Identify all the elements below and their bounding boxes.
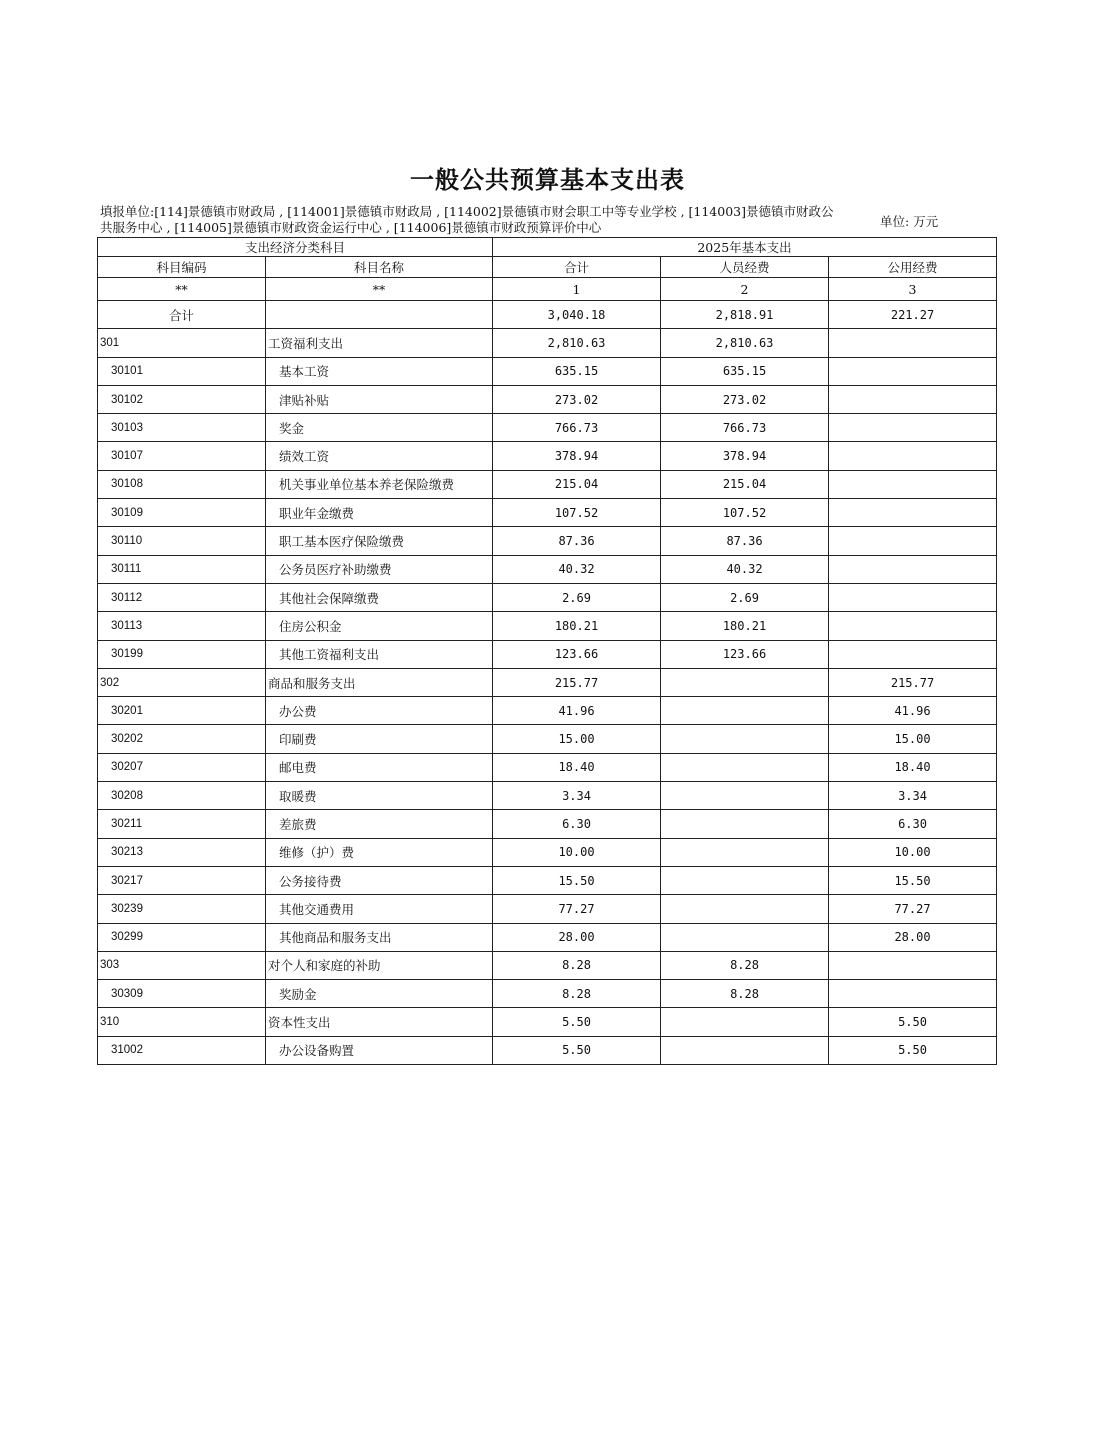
row-name: 邮电费: [266, 753, 493, 781]
row-personnel: 766.73: [661, 414, 829, 442]
header-total: 合计: [493, 257, 661, 278]
table-row: [98, 866, 997, 894]
row-public: [829, 470, 997, 498]
row-total: 5.50: [493, 1008, 661, 1036]
row-name: 其他交通费用: [266, 895, 493, 923]
row-code: 30239: [98, 895, 266, 923]
row-total: 41.96: [493, 697, 661, 725]
row-name: 奖金: [266, 414, 493, 442]
table-row: [98, 1036, 997, 1064]
table-row: [98, 499, 997, 527]
row-total: 18.40: [493, 753, 661, 781]
row-code: 301: [98, 329, 266, 357]
row-personnel: [661, 697, 829, 725]
row-code: 30103: [98, 414, 266, 442]
table-row: [98, 527, 997, 555]
row-total: 215.77: [493, 668, 661, 696]
filling-unit-text: 填报单位:[114]景德镇市财政局 , [114001]景德镇市财政局 , [114002]景德镇市财会职工中等专业学校 , [114003]景德镇市财政公共服务中心 , [114005]景德镇市财政资金运行中心 , [114006]景德镇市财政预算评价中心: [100, 204, 834, 235]
row-code: 30111: [98, 555, 266, 583]
row-public: [829, 357, 997, 385]
index-public: 3: [829, 278, 997, 301]
row-code: 30309: [98, 980, 266, 1008]
row-name: 工资福利支出: [266, 329, 493, 357]
row-public: [829, 414, 997, 442]
row-name: 住房公积金: [266, 612, 493, 640]
row-public: 15.00: [829, 725, 997, 753]
row-public: [829, 527, 997, 555]
total-total: 3,040.18: [493, 301, 661, 329]
row-code: 30299: [98, 923, 266, 951]
row-total: 40.32: [493, 555, 661, 583]
row-name: 对个人和家庭的补助: [266, 951, 493, 979]
row-code: 302: [98, 668, 266, 696]
row-total: 3.34: [493, 782, 661, 810]
row-total: 273.02: [493, 385, 661, 413]
row-code: 310: [98, 1008, 266, 1036]
table-row: [98, 753, 997, 781]
row-code: 30102: [98, 385, 266, 413]
row-name: 津贴补贴: [266, 385, 493, 413]
row-total: 15.50: [493, 866, 661, 894]
row-total: 87.36: [493, 527, 661, 555]
table-row: [98, 470, 997, 498]
row-total: 180.21: [493, 612, 661, 640]
row-personnel: [661, 753, 829, 781]
row-public: [829, 980, 997, 1008]
row-public: 10.00: [829, 838, 997, 866]
row-personnel: [661, 782, 829, 810]
row-code: 30110: [98, 527, 266, 555]
index-code: **: [98, 278, 266, 301]
budget-table: [97, 237, 997, 1065]
row-personnel: [661, 838, 829, 866]
row-total: 6.30: [493, 810, 661, 838]
unit-label: 单位: 万元: [880, 214, 939, 229]
row-code: 30213: [98, 838, 266, 866]
row-total: 10.00: [493, 838, 661, 866]
row-public: [829, 612, 997, 640]
row-total: 123.66: [493, 640, 661, 668]
row-name: 职业年金缴费: [266, 499, 493, 527]
row-public: 215.77: [829, 668, 997, 696]
header-group-row: [98, 238, 997, 257]
table-row: [98, 810, 997, 838]
row-name: 其他社会保障缴费: [266, 583, 493, 611]
row-personnel: 273.02: [661, 385, 829, 413]
row-public: [829, 329, 997, 357]
row-code: 30109: [98, 499, 266, 527]
row-code: 30113: [98, 612, 266, 640]
row-total: 8.28: [493, 951, 661, 979]
row-personnel: [661, 1036, 829, 1064]
row-public: 3.34: [829, 782, 997, 810]
row-public: [829, 442, 997, 470]
table-row: [98, 697, 997, 725]
row-code: 303: [98, 951, 266, 979]
row-total: 77.27: [493, 895, 661, 923]
row-personnel: [661, 895, 829, 923]
table-row: [98, 951, 997, 979]
table-row: [98, 668, 997, 696]
table-row: [98, 414, 997, 442]
row-code: 30201: [98, 697, 266, 725]
table-row: [98, 612, 997, 640]
row-public: [829, 951, 997, 979]
row-personnel: 123.66: [661, 640, 829, 668]
header-public: 公用经费: [829, 257, 997, 278]
row-name: 绩效工资: [266, 442, 493, 470]
row-total: 28.00: [493, 923, 661, 951]
row-code: 30199: [98, 640, 266, 668]
row-personnel: 2,810.63: [661, 329, 829, 357]
row-name: 公务员医疗补助缴费: [266, 555, 493, 583]
row-total: 2.69: [493, 583, 661, 611]
row-name: 职工基本医疗保险缴费: [266, 527, 493, 555]
row-name: 办公费: [266, 697, 493, 725]
row-personnel: 107.52: [661, 499, 829, 527]
row-code: 30108: [98, 470, 266, 498]
row-total: 635.15: [493, 357, 661, 385]
row-name: 机关事业单位基本养老保险缴费: [266, 470, 493, 498]
row-code: 30202: [98, 725, 266, 753]
row-personnel: 635.15: [661, 357, 829, 385]
row-code: 30207: [98, 753, 266, 781]
table-row: [98, 923, 997, 951]
row-public: 41.96: [829, 697, 997, 725]
table-row: [98, 640, 997, 668]
row-personnel: [661, 810, 829, 838]
table-row: [98, 555, 997, 583]
row-personnel: 215.04: [661, 470, 829, 498]
header-personnel: 人员经费: [661, 257, 829, 278]
total-personnel: 2,818.91: [661, 301, 829, 329]
index-total: 1: [493, 278, 661, 301]
row-personnel: 87.36: [661, 527, 829, 555]
header-code: 科目编码: [98, 257, 266, 278]
row-personnel: 40.32: [661, 555, 829, 583]
row-name: 取暖费: [266, 782, 493, 810]
table-row: [98, 782, 997, 810]
header-group-left: 支出经济分类科目: [98, 238, 493, 257]
row-public: [829, 499, 997, 527]
row-name: 印刷费: [266, 725, 493, 753]
row-name: 其他商品和服务支出: [266, 923, 493, 951]
total-name-empty: [266, 301, 493, 329]
header-name: 科目名称: [266, 257, 493, 278]
header-group-right: 2025年基本支出: [493, 238, 997, 257]
row-name: 基本工资: [266, 357, 493, 385]
table-row: [98, 725, 997, 753]
row-name: 商品和服务支出: [266, 668, 493, 696]
row-total: 8.28: [493, 980, 661, 1008]
total-public: 221.27: [829, 301, 997, 329]
row-total: 15.00: [493, 725, 661, 753]
row-personnel: 378.94: [661, 442, 829, 470]
row-total: 215.04: [493, 470, 661, 498]
row-public: [829, 583, 997, 611]
row-total: 378.94: [493, 442, 661, 470]
table-row: [98, 980, 997, 1008]
table-row: [98, 329, 997, 357]
row-personnel: 2.69: [661, 583, 829, 611]
table-row: [98, 895, 997, 923]
row-personnel: 8.28: [661, 951, 829, 979]
row-public: [829, 555, 997, 583]
row-personnel: 8.28: [661, 980, 829, 1008]
row-code: 30217: [98, 866, 266, 894]
table-row: [98, 357, 997, 385]
table-row: [98, 385, 997, 413]
row-name: 维修（护）费: [266, 838, 493, 866]
row-personnel: [661, 923, 829, 951]
row-code: 30101: [98, 357, 266, 385]
row-code: 31002: [98, 1036, 266, 1064]
row-public: [829, 385, 997, 413]
index-personnel: 2: [661, 278, 829, 301]
table-row: [98, 583, 997, 611]
row-personnel: [661, 1008, 829, 1036]
table-row: [98, 442, 997, 470]
total-label: 合计: [98, 301, 266, 329]
header-column-row: [98, 257, 997, 278]
row-total: 2,810.63: [493, 329, 661, 357]
row-code: 30112: [98, 583, 266, 611]
table-row: [98, 838, 997, 866]
row-name: 差旅费: [266, 810, 493, 838]
row-name: 办公设备购置: [266, 1036, 493, 1064]
row-code: 30211: [98, 810, 266, 838]
page-title: 一般公共预算基本支出表: [410, 165, 685, 194]
row-personnel: [661, 668, 829, 696]
row-name: 奖励金: [266, 980, 493, 1008]
row-code: 30107: [98, 442, 266, 470]
row-name: 公务接待费: [266, 866, 493, 894]
row-public: 5.50: [829, 1036, 997, 1064]
row-total: 5.50: [493, 1036, 661, 1064]
row-code: 30208: [98, 782, 266, 810]
row-public: 5.50: [829, 1008, 997, 1036]
row-total: 766.73: [493, 414, 661, 442]
total-row: [98, 301, 997, 329]
row-name: 其他工资福利支出: [266, 640, 493, 668]
row-public: 6.30: [829, 810, 997, 838]
row-personnel: 180.21: [661, 612, 829, 640]
row-personnel: [661, 866, 829, 894]
row-public: [829, 640, 997, 668]
row-name: 资本性支出: [266, 1008, 493, 1036]
index-name: **: [266, 278, 493, 301]
header-index-row: [98, 278, 997, 301]
table-row: [98, 1008, 997, 1036]
row-public: 77.27: [829, 895, 997, 923]
row-total: 107.52: [493, 499, 661, 527]
row-public: 18.40: [829, 753, 997, 781]
row-public: 15.50: [829, 866, 997, 894]
row-public: 28.00: [829, 923, 997, 951]
row-personnel: [661, 725, 829, 753]
